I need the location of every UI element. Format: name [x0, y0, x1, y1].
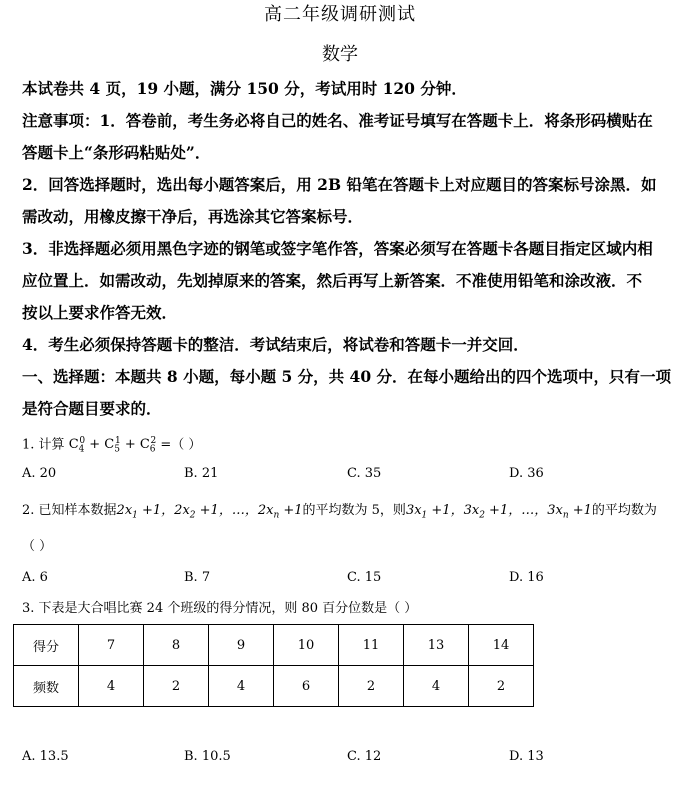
- option-d: D. 13: [509, 749, 544, 764]
- instructions: [22, 74, 674, 424]
- instruction-line: 答题卡上“条形码粘贴处”．: [22, 143, 211, 162]
- option-d: D. 36: [509, 466, 544, 481]
- instruction-line: 2．回答选择题时，选出每小题答案后，用 2B 铅笔在答题卡上对应题目的答案标号涂黑．如: [22, 175, 657, 194]
- table-row: [14, 666, 534, 707]
- table-cell: 14: [469, 625, 534, 666]
- question-1: [22, 430, 674, 461]
- question-1-suffix: =（ ）: [160, 437, 202, 453]
- table-cell: 2: [469, 666, 534, 707]
- table-cell: 7: [79, 625, 144, 666]
- table-cell: 10: [274, 625, 339, 666]
- instruction-line: 4．考生必须保持答题卡的整洁．考试结束后，将试卷和答题卡一并交回．: [22, 335, 529, 354]
- table-cell: 4: [404, 666, 469, 707]
- section-heading: 一、选择题：本题共 8 小题，每小题 5 分，共 40 分．在每小题给出的四个选项中，只有一项: [22, 367, 672, 386]
- table-cell: 13: [404, 625, 469, 666]
- instruction-line: 注意事项：1．答卷前，考生务必将自己的姓名、准考证号填写在答题卡上．将条形码横贴在: [22, 111, 653, 130]
- option-a: A. 13.5: [22, 749, 69, 764]
- option-c: C. 15: [347, 570, 382, 585]
- option-d: D. 16: [509, 570, 544, 585]
- instruction-line: 本试卷共 4 页，19 小题，满分 150 分，考试用时 120 分钟．: [22, 79, 467, 98]
- exam-title: 高二年级调研测试: [264, 4, 416, 25]
- option-b: B. 21: [184, 466, 219, 481]
- option-b: B. 10.5: [184, 749, 231, 764]
- question-2-blank: （ ）: [22, 539, 53, 554]
- question-2-prefix: 2. 已知样本数据: [22, 503, 117, 518]
- question-1-prefix: 1. 计算: [22, 437, 65, 453]
- table-header-cell: 得分: [14, 625, 79, 666]
- section-heading: 是符合题目要求的．: [22, 399, 162, 418]
- table-cell: 9: [209, 625, 274, 666]
- sample-data-expression: $2x_1 +1$，$2x_2 +1$，…，$2x_n +1$: [116, 503, 303, 521]
- option-a: A. 20: [22, 466, 57, 481]
- question-2: [22, 500, 674, 527]
- option-b: B. 7: [184, 570, 211, 585]
- score-table: [13, 624, 534, 707]
- table-cell: 11: [339, 625, 404, 666]
- combination-expression: $C_4^0 + C_5^1 + C_6^2$: [68, 436, 157, 455]
- table-cell: 2: [144, 666, 209, 707]
- table-header-cell: 频数: [14, 666, 79, 707]
- option-a: A. 6: [22, 570, 48, 585]
- instruction-line: 3．非选择题必须用黑色字迹的钢笔或签字笔作答，答案必须写在答题卡各题目指定区域内相: [22, 239, 653, 258]
- instruction-line: 按以上要求作答无效．: [22, 303, 178, 322]
- table-cell: 8: [144, 625, 209, 666]
- instruction-line: 应位置上．如需改动，先划掉原来的答案，然后再写上新答案．不准使用铅笔和涂改液．不: [22, 271, 643, 290]
- table-cell: 6: [274, 666, 339, 707]
- table-cell: 2: [339, 666, 404, 707]
- question-2-suffix: 的平均数为: [591, 503, 657, 518]
- table-cell: 4: [79, 666, 144, 707]
- transformed-data-expression: $3x_1 +1$，$3x_2 +1$，…，$3x_n +1$: [405, 503, 592, 521]
- table-row: [14, 625, 534, 666]
- instruction-line: 需改动，用橡皮擦干净后，再选涂其它答案标号．: [22, 207, 364, 226]
- option-c: C. 35: [347, 466, 382, 481]
- table-cell: 4: [209, 666, 274, 707]
- option-c: C. 12: [347, 749, 382, 764]
- question-2-mid: 的平均数为 5，则: [302, 503, 406, 518]
- question-3: 3. 下表是大合唱比赛 24 个班级的得分情况，则 80 百分位数是（ ）: [22, 601, 418, 616]
- exam-subject: 数学: [322, 44, 358, 65]
